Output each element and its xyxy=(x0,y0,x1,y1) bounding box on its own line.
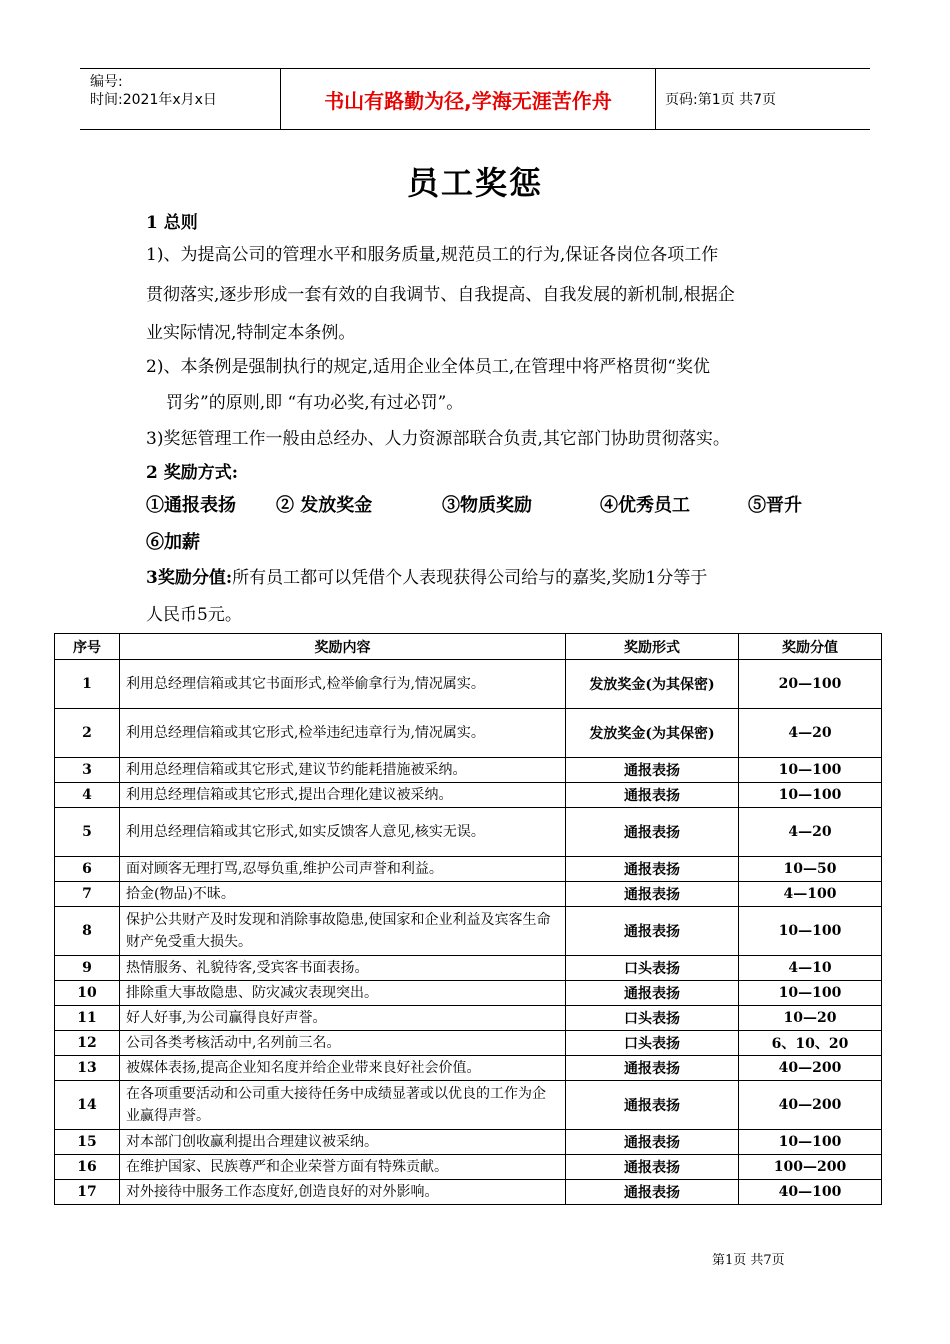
cell-score: 100—200 xyxy=(739,1155,882,1180)
table-row xyxy=(55,857,882,882)
cell-no: 11 xyxy=(55,1006,120,1031)
cell-form: 发放奖金(为其保密) xyxy=(566,709,739,758)
cell-score: 4—10 xyxy=(739,956,882,981)
cell-no: 8 xyxy=(55,907,120,956)
cell-score: 10—100 xyxy=(739,1130,882,1155)
cell-no: 13 xyxy=(55,1056,120,1081)
table-row xyxy=(55,956,882,981)
cell-score: 10—100 xyxy=(739,758,882,783)
cell-form: 通报表扬 xyxy=(566,783,739,808)
table-row xyxy=(55,981,882,1006)
table-row xyxy=(55,882,882,907)
section-3-text: 所有员工都可以凭借个人表现获得公司给与的嘉奖,奖励1分等于 xyxy=(232,568,708,588)
cell-no: 2 xyxy=(55,709,120,758)
cell-form: 口头表扬 xyxy=(566,956,739,981)
cell-content: 在各项重要活动和公司重大接待任务中成绩显著或以优良的工作为企业赢得声誉。 xyxy=(120,1081,566,1130)
table-row xyxy=(55,1056,882,1081)
method-4: ④优秀员工 xyxy=(600,495,690,516)
cell-content: 对本部门创收赢利提出合理建议被采纳。 xyxy=(120,1130,566,1155)
table-row xyxy=(55,1130,882,1155)
reward-table xyxy=(54,633,882,1205)
cell-form: 通报表扬 xyxy=(566,1081,739,1130)
cell-no: 3 xyxy=(55,758,120,783)
header-meta xyxy=(80,69,280,129)
table-body xyxy=(55,660,882,1205)
cell-score: 40—200 xyxy=(739,1081,882,1130)
cell-content: 利用总经理信箱或其它形式,提出合理化建议被采纳。 xyxy=(120,783,566,808)
cell-form: 通报表扬 xyxy=(566,758,739,783)
cell-content: 利用总经理信箱或其它书面形式,检举偷拿行为,情况属实。 xyxy=(120,660,566,709)
header-content: 奖励内容 xyxy=(120,634,566,660)
cell-content: 利用总经理信箱或其它形式,检举违纪违章行为,情况属实。 xyxy=(120,709,566,758)
cell-content: 拾金(物品)不昧。 xyxy=(120,882,566,907)
cell-form: 通报表扬 xyxy=(566,907,739,956)
section-3-line-1 xyxy=(146,563,707,588)
paragraph-2-line-1: 2)、本条例是强制执行的规定,适用企业全体员工,在管理中将严格贯彻“奖优 xyxy=(146,357,710,377)
document-title: 员工奖惩 xyxy=(406,164,543,202)
cell-score: 10—100 xyxy=(739,783,882,808)
cell-content: 被媒体表扬,提高企业知名度并给企业带来良好社会价值。 xyxy=(120,1056,566,1081)
method-3: ③物质奖励 xyxy=(442,495,532,516)
section-1-heading: 1 总则 xyxy=(146,213,198,233)
method-5: ⑤晋升 xyxy=(748,495,802,516)
cell-form: 通报表扬 xyxy=(566,1056,739,1081)
table-row xyxy=(55,709,882,758)
table-row xyxy=(55,907,882,956)
cell-score: 10—50 xyxy=(739,857,882,882)
cell-score: 6、10、20 xyxy=(739,1031,882,1056)
cell-score: 4—20 xyxy=(739,709,882,758)
cell-content: 排除重大事故隐患、防灾减灾表现突出。 xyxy=(120,981,566,1006)
cell-form: 通报表扬 xyxy=(566,1180,739,1205)
header-page-label: 页码:第1页 共7页 xyxy=(665,92,776,108)
paragraph-2-line-2: 罚劣”的原则,即 “有功必奖,有过必罚”。 xyxy=(166,393,464,413)
paragraph-1-line-1: 1)、为提高公司的管理水平和服务质量,规范员工的行为,保证各岗位各项工作 xyxy=(146,245,719,265)
cell-no: 5 xyxy=(55,808,120,857)
cell-content: 利用总经理信箱或其它形式,如实反馈客人意见,核实无误。 xyxy=(120,808,566,857)
cell-score: 10—100 xyxy=(739,981,882,1006)
cell-form: 通报表扬 xyxy=(566,808,739,857)
cell-score: 40—100 xyxy=(739,1180,882,1205)
cell-no: 4 xyxy=(55,783,120,808)
table-row xyxy=(55,1031,882,1056)
cell-no: 17 xyxy=(55,1180,120,1205)
cell-no: 16 xyxy=(55,1155,120,1180)
header-motto: 书山有路勤为径,学海无涯苦作舟 xyxy=(280,69,656,129)
cell-form: 口头表扬 xyxy=(566,1031,739,1056)
paragraph-3: 3)奖惩管理工作一般由总经办、人力资源部联合负责,其它部门协助贯彻落实。 xyxy=(146,429,730,449)
paragraph-1-line-3: 业实际情况,特制定本条例。 xyxy=(146,323,356,343)
cell-form: 通报表扬 xyxy=(566,1155,739,1180)
table-header-row xyxy=(55,634,882,660)
page-footer: 第1页 共7页 xyxy=(712,1253,785,1268)
cell-form: 发放奖金(为其保密) xyxy=(566,660,739,709)
cell-score: 20—100 xyxy=(739,660,882,709)
table-row xyxy=(55,1155,882,1180)
cell-content: 热情服务、礼貌待客,受宾客书面表扬。 xyxy=(120,956,566,981)
cell-no: 9 xyxy=(55,956,120,981)
cell-score: 4—20 xyxy=(739,808,882,857)
cell-content: 好人好事,为公司赢得良好声誉。 xyxy=(120,1006,566,1031)
cell-form: 通报表扬 xyxy=(566,882,739,907)
cell-content: 对外接待中服务工作态度好,创造良好的对外影响。 xyxy=(120,1180,566,1205)
cell-form: 通报表扬 xyxy=(566,857,739,882)
cell-form: 通报表扬 xyxy=(566,1130,739,1155)
section-3-line-2: 人民币5元。 xyxy=(146,605,242,625)
method-6: ⑥加薪 xyxy=(146,532,200,553)
cell-score: 10—20 xyxy=(739,1006,882,1031)
table-row xyxy=(55,808,882,857)
header-form: 奖励形式 xyxy=(566,634,739,660)
cell-content: 面对顾客无理打骂,忍辱负重,维护公司声誉和利益。 xyxy=(120,857,566,882)
page-header xyxy=(80,68,870,130)
header-score: 奖励分值 xyxy=(739,634,882,660)
table-row xyxy=(55,660,882,709)
table-row xyxy=(55,758,882,783)
number-label: 编号: xyxy=(90,74,123,90)
cell-content: 利用总经理信箱或其它形式,建议节约能耗措施被采纳。 xyxy=(120,758,566,783)
cell-score: 40—200 xyxy=(739,1056,882,1081)
paragraph-1-line-2: 贯彻落实,逐步形成一套有效的自我调节、自我提高、自我发展的新机制,根据企 xyxy=(146,285,735,305)
cell-no: 15 xyxy=(55,1130,120,1155)
cell-no: 6 xyxy=(55,857,120,882)
header-no: 序号 xyxy=(55,634,120,660)
cell-content: 公司各类考核活动中,名列前三名。 xyxy=(120,1031,566,1056)
cell-no: 12 xyxy=(55,1031,120,1056)
cell-content: 在维护国家、民族尊严和企业荣誉方面有特殊贡献。 xyxy=(120,1155,566,1180)
table-row xyxy=(55,1180,882,1205)
time-label: 时间:2021年x月x日 xyxy=(90,92,217,108)
method-2: ② 发放奖金 xyxy=(276,495,373,516)
section-2-heading: 2 奖励方式: xyxy=(146,463,239,483)
cell-no: 1 xyxy=(55,660,120,709)
cell-content: 保护公共财产及时发现和消除事故隐患,使国家和企业利益及宾客生命财产免受重大损失。 xyxy=(120,907,566,956)
cell-no: 7 xyxy=(55,882,120,907)
cell-score: 4—100 xyxy=(739,882,882,907)
table-row xyxy=(55,1006,882,1031)
method-1: ①通报表扬 xyxy=(146,495,236,516)
section-3-heading: 3奖励分值: xyxy=(146,568,233,588)
table-row xyxy=(55,1081,882,1130)
cell-form: 通报表扬 xyxy=(566,981,739,1006)
cell-no: 10 xyxy=(55,981,120,1006)
table-row xyxy=(55,783,882,808)
cell-form: 口头表扬 xyxy=(566,1006,739,1031)
cell-no: 14 xyxy=(55,1081,120,1130)
cell-score: 10—100 xyxy=(739,907,882,956)
